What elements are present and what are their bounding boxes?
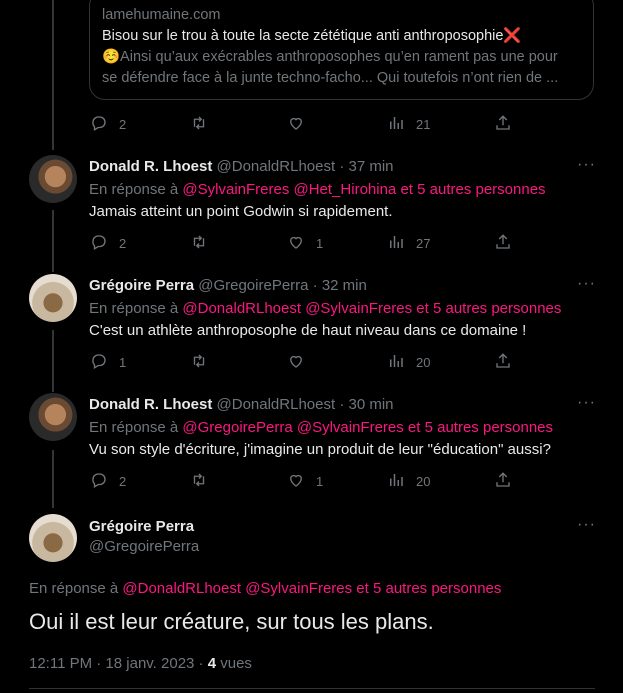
reply-prefix: En réponse à: [89, 419, 183, 436]
mention-link[interactable]: @SylvainFreres @Het_Hirohina: [182, 181, 397, 198]
others-link[interactable]: et 5 autres personnes: [352, 580, 502, 597]
action-bar: [90, 114, 530, 134]
more-icon[interactable]: ···: [577, 275, 596, 292]
retweet-action[interactable]: [190, 233, 219, 254]
views-count: 20: [416, 355, 431, 370]
views-label: vues: [216, 655, 252, 672]
timestamp[interactable]: 12:11 PM · 18 janv. 2023 ·: [29, 655, 208, 672]
replies-count: 1: [119, 355, 127, 370]
author-handle[interactable]: @DonaldRLhoest · 37 min: [216, 158, 394, 175]
author-name[interactable]: Donald R. Lhoest: [89, 396, 213, 413]
reply-action[interactable]: [90, 114, 126, 135]
like-action[interactable]: [287, 471, 323, 492]
retweet-action[interactable]: [190, 471, 219, 492]
tweet-meta: [29, 655, 252, 672]
main-tweet-text: Oui il est leur créature, sur tous les plans.: [29, 609, 434, 634]
author-handle[interactable]: @DonaldRLhoest · 30 min: [216, 396, 394, 413]
like-icon: [287, 233, 305, 254]
action-bar: [90, 471, 530, 491]
share-action[interactable]: [494, 352, 512, 373]
tweet-text: C'est un athlète anthroposophe de haut niveau dans ce domaine !: [89, 322, 527, 339]
author-handle[interactable]: @GregoirePerra: [89, 538, 200, 555]
author-handle[interactable]: @GregoirePerra · 32 min: [198, 277, 367, 294]
views-count: 21: [416, 117, 431, 132]
thread-line: [52, 450, 54, 508]
tweet-header: [89, 158, 394, 175]
others-link[interactable]: et 5 autres personnes: [396, 181, 546, 198]
like-icon: [287, 471, 305, 492]
more-icon[interactable]: ···: [577, 516, 596, 533]
share-icon: [494, 352, 512, 373]
reply-icon: [90, 233, 108, 254]
mention-link[interactable]: @DonaldRLhoest @SylvainFreres: [182, 300, 413, 317]
like-action[interactable]: [287, 352, 316, 373]
likes-count: 1: [316, 474, 324, 489]
views-icon: [387, 233, 405, 254]
reply-icon: [90, 114, 108, 135]
share-icon: [494, 114, 512, 135]
share-action[interactable]: [494, 233, 512, 254]
replies-count: 2: [119, 236, 127, 251]
share-icon: [494, 471, 512, 492]
replies-count: 2: [119, 117, 127, 132]
share-action[interactable]: [494, 471, 512, 492]
avatar[interactable]: [29, 155, 77, 203]
author-name[interactable]: Grégoire Perra: [89, 277, 195, 294]
retweet-icon: [190, 114, 208, 135]
like-icon: [287, 114, 305, 135]
reply-context: [89, 181, 546, 198]
views-action[interactable]: [387, 352, 430, 373]
share-action[interactable]: [494, 114, 512, 135]
views-action[interactable]: [387, 233, 430, 254]
like-action[interactable]: [287, 114, 316, 135]
retweet-icon: [190, 352, 208, 373]
views-action[interactable]: [387, 471, 430, 492]
card-domain: lamehumaine.com: [102, 7, 221, 23]
tweet-text: Jamais atteint un point Godwin si rapidement.: [89, 203, 393, 220]
main-tweet-header: [89, 518, 199, 555]
mention-link[interactable]: @GregoirePerra @SylvainFreres: [182, 419, 404, 436]
card-description-line: se défendre face à la junte techno-facho... Qui toutefois n’ont rien de ...: [102, 70, 559, 86]
others-link[interactable]: et 5 autres personnes: [403, 419, 554, 436]
reply-icon: [90, 352, 108, 373]
avatar[interactable]: [29, 514, 77, 562]
action-bar: [90, 233, 530, 253]
card-title: Bisou sur le trou à toute la secte zététique anti anthroposophie❌: [102, 28, 522, 44]
thread-line: [52, 210, 54, 272]
tweet-text: Vu son style d'écriture, j'imagine un produit de leur "éducation" aussi?: [89, 441, 551, 458]
avatar[interactable]: [29, 274, 77, 322]
mention-link[interactable]: @DonaldRLhoest @SylvainFreres: [122, 580, 353, 597]
tweet-header: [89, 396, 394, 413]
retweet-action[interactable]: [190, 114, 219, 135]
like-icon: [287, 352, 305, 373]
more-icon[interactable]: ···: [577, 156, 596, 173]
thread-line: [52, 0, 54, 150]
share-icon: [494, 233, 512, 254]
reply-prefix: En réponse à: [89, 181, 183, 198]
views-icon: [387, 471, 405, 492]
like-action[interactable]: [287, 233, 323, 254]
author-name[interactable]: Donald R. Lhoest: [89, 158, 213, 175]
reply-prefix: En réponse à: [29, 580, 123, 597]
reply-action[interactable]: [90, 352, 126, 373]
divider: [29, 688, 595, 689]
likes-count: 1: [316, 236, 324, 251]
views-count: 4: [207, 655, 217, 672]
link-preview-card[interactable]: [89, 0, 594, 100]
reply-prefix: En réponse à: [89, 300, 183, 317]
reply-context: [89, 300, 561, 317]
reply-icon: [90, 471, 108, 492]
tweet-header: [89, 277, 367, 294]
card-description-line: ☺️Ainsi qu’aux exécrables anthroposophes qu’en rament pas une pour: [102, 49, 558, 65]
reply-context: [29, 580, 501, 597]
retweet-icon: [190, 233, 208, 254]
views-icon: [387, 352, 405, 373]
reply-action[interactable]: [90, 233, 126, 254]
views-icon: [387, 114, 405, 135]
author-name[interactable]: Grégoire Perra: [89, 518, 195, 535]
reply-action[interactable]: [90, 471, 126, 492]
reply-context: [89, 419, 553, 436]
retweet-action[interactable]: [190, 352, 219, 373]
views-count: 27: [416, 236, 431, 251]
views-count: 20: [416, 474, 431, 489]
more-icon[interactable]: ···: [577, 394, 596, 411]
thread-line: [52, 330, 54, 392]
views-action[interactable]: [387, 114, 430, 135]
others-link[interactable]: et 5 autres personnes: [412, 300, 562, 317]
action-bar: [90, 352, 530, 372]
retweet-icon: [190, 471, 208, 492]
replies-count: 2: [119, 474, 127, 489]
avatar[interactable]: [29, 393, 77, 441]
